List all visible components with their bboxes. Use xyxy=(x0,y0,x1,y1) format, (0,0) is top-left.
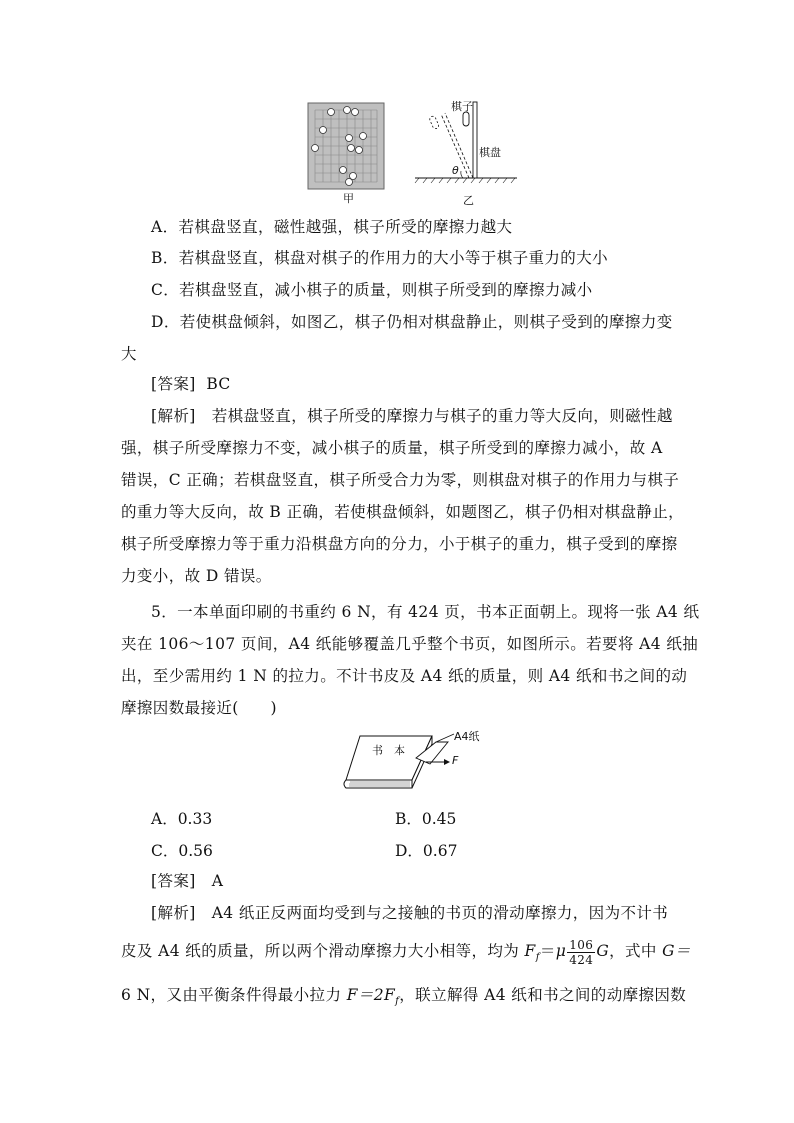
q4-analysis-line-6: 力变小，故 D 错误。 xyxy=(121,567,272,585)
label-jia: 甲 xyxy=(343,192,354,205)
label-theta: θ xyxy=(452,164,459,177)
q5-option-b: B．0.45 xyxy=(395,810,457,828)
q5-analysis-line-1 xyxy=(151,903,711,923)
analysis-tag: [解析] xyxy=(151,407,196,425)
analysis-text: 若棋盘竖直，棋子所受的摩擦力与棋子的重力等大反向，则磁性越 xyxy=(211,407,673,425)
symbol-eq: ＝ xyxy=(539,942,556,960)
label-force-f: F xyxy=(452,754,459,767)
symbol-mu: μ xyxy=(555,942,567,960)
label-a4: A4纸 xyxy=(454,730,480,743)
figure-chessboard xyxy=(305,100,525,206)
q4-analysis-line-5: 棋子所受摩擦力等于重力沿棋盘方向的分力，小于棋子的重力，棋子受到的摩擦 xyxy=(121,535,678,553)
q5-stem-line-1: 5．一本单面印刷的书重约 6 N，有 424 页，书本正面朝上。现将一张 A4 纸 xyxy=(151,603,700,621)
answer-tag: [答案] xyxy=(151,375,196,393)
q5-option-c: C．0.56 xyxy=(151,842,213,860)
figure-book xyxy=(340,728,490,800)
analysis-text: A4 纸正反两面均受到与之接触的书页的滑动摩擦力，因为不计书 xyxy=(211,904,669,922)
answer-value: A xyxy=(211,872,224,890)
q4-analysis-line-4: 的重力等大反向，故 B 正确，若使棋盘倾斜，如题图乙，棋子仍相对棋盘静止， xyxy=(121,503,685,521)
q4-answer xyxy=(151,374,711,394)
q5-stem-line-2: 夹在 106～107 页间，A4 纸能够覆盖几乎整个书页，如图所示。若要将 A4 纸抽 xyxy=(121,635,699,653)
q4-analysis-line-3: 错误，C 正确；若棋盘竖直，棋子所受合力为零，则棋盘对棋子的作用力与棋子 xyxy=(121,471,680,489)
label-book: 书 本 xyxy=(372,744,405,757)
q5-stem-line-4: 摩擦因数最接近( ) xyxy=(121,699,277,717)
q4-analysis-line-2: 强，棋子所受摩擦力不变，减小棋子的质量，棋子所受到的摩擦力减小，故 A xyxy=(121,439,663,457)
symbol-f-sub: f xyxy=(535,952,540,964)
q5-analysis-line-2 xyxy=(121,936,691,976)
answer-value: BC xyxy=(206,375,231,393)
q5-answer xyxy=(151,871,711,891)
q5-analysis-line-3 xyxy=(121,985,687,1012)
analysis-text: ，联立解得 A4 纸和书之间的动摩擦因数 xyxy=(399,986,687,1004)
q4-option-b: B．若棋盘竖直，棋盘对棋子的作用力的大小等于棋子重力的大小 xyxy=(151,249,608,267)
q5-stem-line-3: 出，至少需用约 1 N 的拉力。不计书皮及 A4 纸的质量，则 A4 纸和书之间的动 xyxy=(121,667,688,685)
symbol-f-sub: f xyxy=(395,996,400,1008)
fraction-denominator: 424 xyxy=(569,952,594,967)
analysis-tag: [解析] xyxy=(151,904,196,922)
q4-option-d-cont: 大 xyxy=(121,345,137,363)
analysis-text: ，式中 xyxy=(609,942,663,960)
analysis-text: 6 N，又由平衡条件得最小拉力 xyxy=(121,986,347,1004)
q4-option-d: D．若使棋盘倾斜，如图乙，棋子仍相对棋盘静止，则棋子受到的摩擦力变 xyxy=(151,313,673,331)
q5-option-d: D．0.67 xyxy=(395,842,458,860)
label-yi: 乙 xyxy=(463,194,474,207)
answer-tag: [答案] xyxy=(151,872,196,890)
q4-analysis-line-1 xyxy=(151,406,711,426)
q4-option-c: C．若棋盘竖直，减小棋子的质量，则棋子所受到的摩擦力减小 xyxy=(151,281,593,299)
symbol-f: F xyxy=(524,942,536,960)
q5-option-a: A．0.33 xyxy=(151,810,213,828)
symbol-g: G xyxy=(596,942,610,960)
equation-f: F＝2F xyxy=(346,986,396,1004)
label-qizi: 棋子 xyxy=(451,100,473,113)
q4-option-a: A．若棋盘竖直，磁性越强，棋子所受的摩擦力越大 xyxy=(151,218,513,236)
analysis-text: 皮及 A4 纸的质量，所以两个滑动摩擦力大小相等，均为 xyxy=(121,942,525,960)
fraction-numerator: 106 xyxy=(569,937,594,952)
fraction xyxy=(567,938,595,967)
symbol-g-eq: G＝ xyxy=(662,942,691,960)
label-qipan: 棋盘 xyxy=(479,146,501,159)
